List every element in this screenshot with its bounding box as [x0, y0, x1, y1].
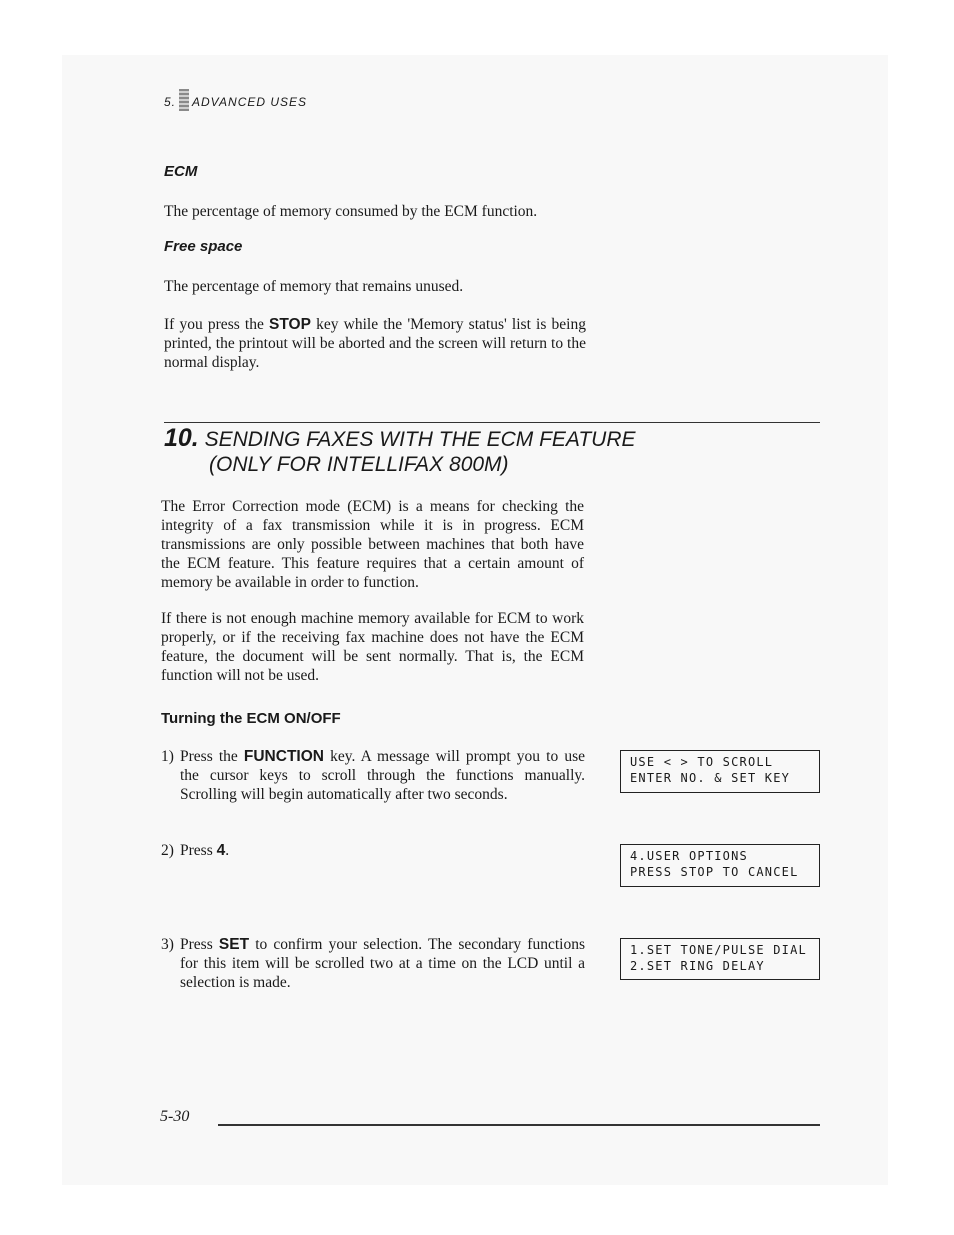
section-title — [164, 426, 804, 477]
step-1-text — [180, 747, 585, 804]
step-3 — [161, 935, 585, 992]
ecm-memory-paragraph: If there is not enough machine memory available for ECM to work properly, or if the receiving fax machine does not have the ECM feature, the document will be sent normally. That is, the ECM function will not be used. — [161, 610, 584, 684]
step-3-post: to confirm your selection. The secondary functions for this item will be scrolled two at a time on the LCD until a selection is made. — [180, 936, 585, 991]
stop-key-label: STOP — [269, 316, 311, 333]
step-2-post: . — [225, 842, 230, 859]
lcd-1-line1: USE < > TO SCROLL — [630, 755, 774, 769]
step-2-number: 2) — [161, 842, 174, 859]
stop-note — [164, 315, 586, 372]
stop-note-pre: If you press the — [164, 316, 270, 333]
running-title: ADVANCED USES — [192, 95, 308, 109]
subsection-heading: Turning the ECM ON/OFF — [161, 710, 341, 727]
section-title-line2: (ONLY FOR INTELLIFAX 800M) — [209, 453, 509, 476]
chapter-tab-marker — [179, 89, 189, 111]
step-2-text — [180, 841, 229, 860]
lcd-display-2 — [620, 844, 820, 887]
lcd-2-line1: 4.USER OPTIONS — [630, 849, 748, 863]
step-1-pre: Press the — [180, 748, 244, 765]
free-space-definition: The percentage of memory that remains unused. — [164, 278, 464, 295]
lcd-3-line2: 2.SET RING DELAY — [630, 959, 765, 973]
step-3-number: 3) — [161, 936, 174, 953]
step-3-pre: Press — [180, 936, 219, 953]
free-space-heading: Free space — [164, 238, 243, 255]
section-number: 10. — [164, 424, 199, 452]
lcd-2-line2: PRESS STOP TO CANCEL — [630, 865, 799, 879]
section-title-line1: SENDING FAXES WITH THE ECM FEATURE — [204, 428, 636, 451]
lcd-display-3 — [620, 938, 820, 980]
lcd-3-line1: 1.SET TONE/PULSE DIAL — [630, 943, 807, 957]
step-2 — [161, 841, 585, 860]
four-key-label: 4 — [216, 842, 226, 859]
section-rule — [164, 422, 820, 423]
step-3-text — [180, 935, 585, 992]
ecm-heading: ECM — [164, 163, 198, 180]
step-1-number: 1) — [161, 748, 174, 765]
chapter-number: 5. — [164, 95, 177, 109]
lcd-1-line2: ENTER NO. & SET KEY — [630, 771, 791, 785]
step-2-pre: Press — [180, 842, 217, 859]
running-header — [164, 89, 307, 111]
lcd-display-1 — [620, 750, 820, 793]
page-number: 5-30 — [160, 1108, 190, 1125]
step-1 — [161, 747, 585, 804]
ecm-intro-paragraph: The Error Correction mode (ECM) is a means for checking the integrity of a fax transmission while it is in progress. ECM transmissions are only possible between machines that both have the ECM feature. This feature requires that a certain amount of memory be available in order to function. — [161, 498, 584, 591]
step-1-post: key. A message will prompt you to use the cursor keys to scroll through the functions manually. Scrolling will begin automatically after two seconds. — [180, 748, 585, 803]
ecm-definition: The percentage of memory consumed by the ECM function. — [164, 203, 538, 220]
set-key-label: SET — [218, 936, 250, 953]
function-key-label: FUNCTION — [243, 748, 324, 765]
stop-note-post: key while the 'Memory status' list is being printed, the printout will be aborted and the screen will return to the normal display. — [164, 316, 586, 371]
footer-rule — [218, 1124, 820, 1126]
